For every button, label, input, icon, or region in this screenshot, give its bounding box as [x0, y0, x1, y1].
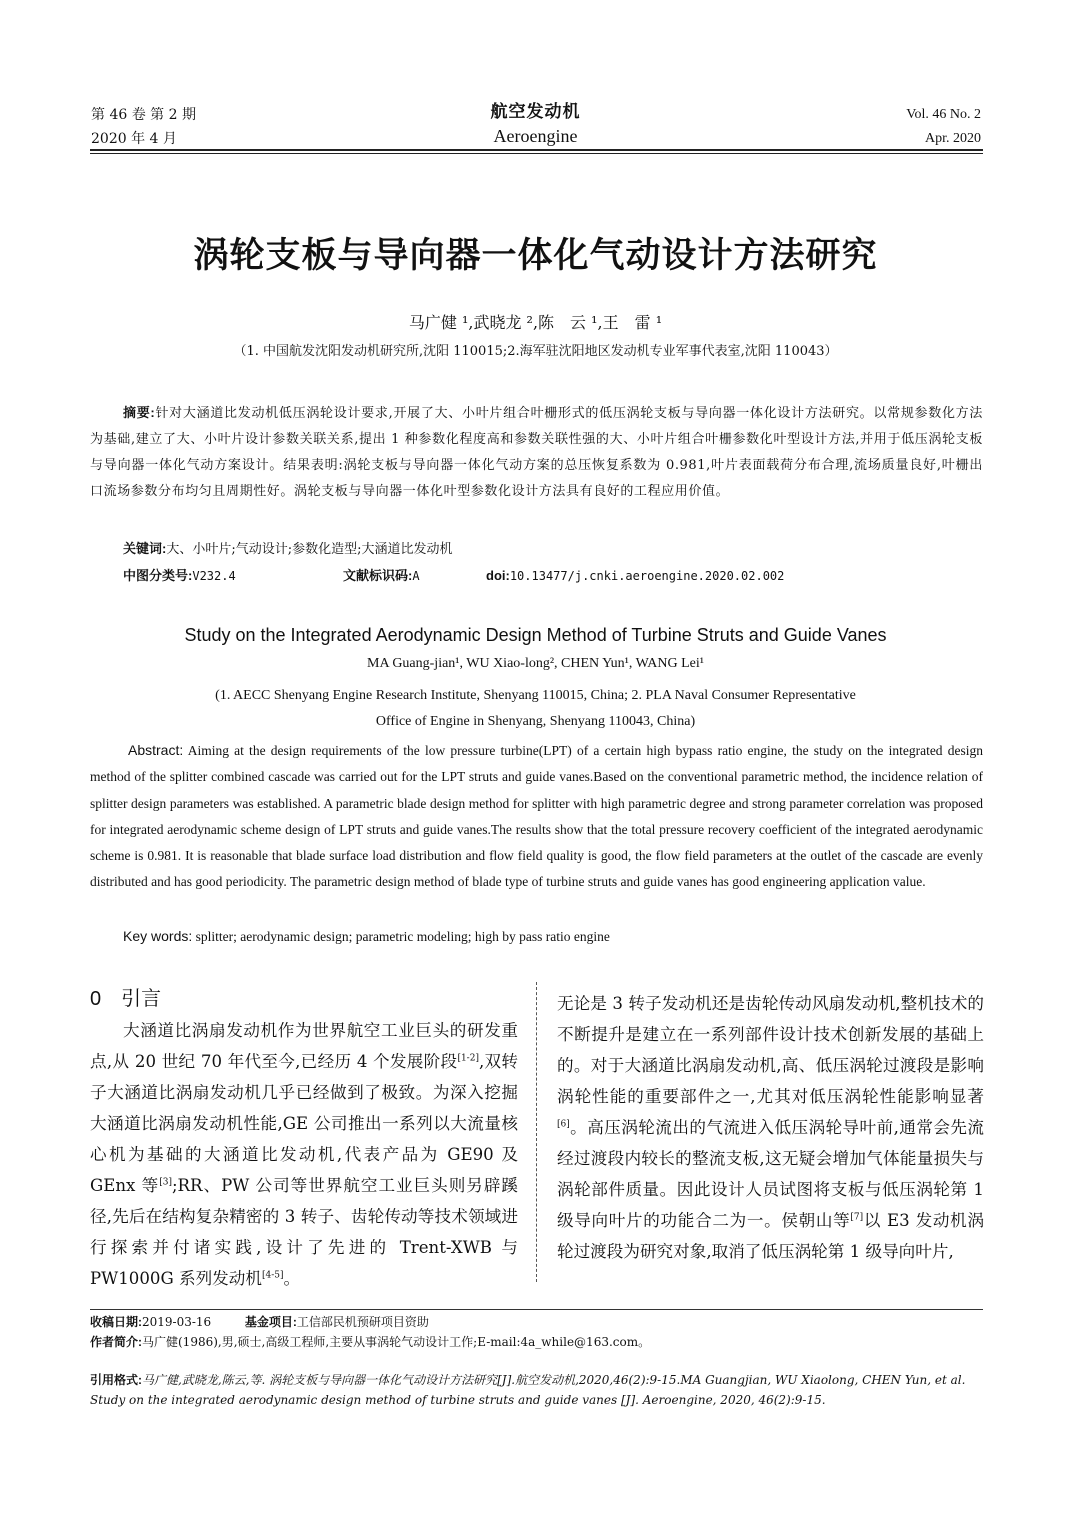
reference-marker: [1-2] [457, 1053, 479, 1064]
doc-value: A [412, 569, 420, 583]
header-rule-thin [90, 153, 983, 154]
abstract-en [90, 737, 983, 896]
abstract-en-text: Aiming at the design requirements of the low pressure turbine(LPT) of a certain high bypass ratio engine, the study on the integrated design method of the splitter combined cascade was carried out for the LPT struts and guide vanes.Based on the conventional parametric method, the incidence relation of splitter design parameters was established. A parametric blade design method for splitter with high parametric degree and strong parameter correlation was proposed for integrated aerodynamic scheme design of LPT struts and guide vanes.The results show that the total pressure recovery coefficient of the integrated aerodynamic scheme is 0.981. It is reasonable that blade surface load distribution and flow field quality is good, the flow field parameters at the outlet of the cascade are evenly distributed and has good periodicity. The parametric design method of blade type of turbine struts and guide vanes has good engineering application value. [90, 743, 983, 890]
reference-marker: [4-5] [261, 1270, 284, 1281]
fund-label: 基金项目: [244, 1315, 297, 1329]
reference-marker: [6] [557, 1119, 570, 1130]
affiliation-en-line2: Office of Engine in Shenyang, Shenyang 110043, China) [375, 714, 696, 729]
section-heading-introduction: 0 引言 [90, 988, 162, 1010]
reference-marker: [3] [159, 1177, 172, 1188]
received-label: 收稿日期: [90, 1315, 142, 1329]
abstract-en-label: Abstract: [128, 742, 184, 758]
doi-value: 10.13477/j.cnki.aeroengine.2020.02.002 [509, 569, 785, 583]
paper-title-en: Study on the Integrated Aerodynamic Design Method of Turbine Struts and Guide Vanes [184, 625, 887, 645]
clc-value: V232.4 [192, 569, 236, 583]
keywords-cn-text: 大、小叶片;气动设计;参数化造型;大涵道比发动机 [166, 542, 453, 557]
abstract-cn-label: 摘要: [123, 405, 156, 420]
journal-name-en: Aeroengine [493, 126, 578, 146]
clc-number [123, 564, 236, 589]
volume-cn: 第 46 卷 第 2 期 [91, 107, 196, 123]
author-label: 作者简介: [90, 1335, 142, 1349]
doi-label: doi: [486, 568, 510, 583]
header-volume-info-en [906, 103, 981, 151]
body-text: ;RR、PW 公司等世界航空工业巨头则另辟蹊径,先后在结构复杂精密的 3 转子、齿轮传动等技术领域进行探索并付诸实践,设计了先进的 Trent-XWB 与 PW1000G 系列发动机 [90, 1176, 518, 1288]
affiliation-en [0, 683, 1071, 735]
doc-label: 文献标识码: [343, 568, 413, 583]
authors-en: MA Guang-jian¹, WU Xiao-long², CHEN Yun¹, WANG Lei¹ [367, 656, 704, 671]
citation-format [90, 1370, 983, 1410]
body-text: 大涵道比涡扇发动机作为世界航空工业巨头的研发重点,从 20 世纪 70 年代至今,已经历 4 个发展阶段 [90, 1021, 518, 1071]
doi [486, 564, 784, 589]
abstract-cn-text: 针对大涵道比发动机低压涡轮设计要求,开展了大、小叶片组合叶栅形式的低压涡轮支板与导向器一体化设计方法研究。以常规参数化方法为基础,建立了大、小叶片设计参数关联关系,提出 1 种参数化程度高和参数关联性强的大、小叶片组合叶栅参数化叶型设计方法,并用于低压涡轮支板与导向器一体化气动方案设计。结果表明:涡轮支板与导向器一体化气动方案的总压恢复系数为 0.981,叶片表面载荷分布合理,流场质量良好,叶栅出口流场参数分布均匀且周期性好。涡轮支板与导向器一体化叶型参数化设计方法具有良好的工程应用价值。 [90, 406, 983, 499]
body-paragraph [90, 1015, 518, 1294]
author-value: 马广健(1986),男,硕士,高级工程师,主要从事涡轮气动设计工作;E-mail:4a_while@163.com。 [142, 1335, 651, 1349]
column-divider [536, 982, 537, 1282]
date-en: Apr. 2020 [925, 131, 981, 146]
reference-marker: [7] [850, 1212, 864, 1223]
clc-label: 中图分类号: [123, 568, 193, 583]
body-text: 以 E3 发动机涡轮过渡段为研究对象,取消了低压涡轮第 1 级导向叶片, [557, 1211, 984, 1261]
journal-name-cn: 航空发动机 [490, 102, 581, 122]
affiliation-en-line1: (1. AECC Shenyang Engine Research Institute, Shenyang 110015, China; 2. PLA Naval Consumer Representative [215, 688, 856, 703]
received-value: 2019-03-16 [142, 1315, 212, 1329]
volume-en: Vol. 46 No. 2 [906, 107, 981, 122]
citation-label: 引用格式: [90, 1373, 142, 1387]
body-column-right [557, 988, 984, 1267]
paper-title-cn: 涡轮支板与导向器一体化气动设计方法研究 [193, 235, 878, 276]
keywords-en [123, 924, 610, 949]
date-cn: 2020 年 4 月 [91, 131, 177, 147]
abstract-cn [90, 400, 983, 505]
keywords-cn [123, 537, 452, 562]
document-code [343, 564, 420, 589]
keywords-en-label: Key words: [123, 928, 193, 944]
keywords-en-text: splitter; aerodynamic design; parametric modeling; high by pass ratio engine [192, 929, 610, 944]
footnote-author [90, 1332, 650, 1352]
body-column-left [90, 1015, 518, 1294]
body-text: ,双转子大涵道比涡扇发动机几乎已经做到了极致。为深入挖掘大涵道比涡扇发动机性能,GE 公司推出一系列以大流量核心机为基础的大涵道比发动机,代表产品为 GE90 及 GEnx 等 [90, 1052, 518, 1195]
body-paragraph [557, 988, 984, 1267]
authors-cn: 马广健 ¹,武晓龙 ²,陈 云 ¹,王 雷 ¹ [408, 313, 663, 332]
footnote-received-fund [90, 1312, 429, 1332]
body-text: 。 [283, 1269, 301, 1288]
citation-text: 马广健,武晓龙,陈云,等. 涡轮支板与导向器一体化气动设计方法研究[J].航空发动机,2020,46(2):9-15.MA Guangjian, WU Xiaolong, CHEN Yun, et al. Study on the integrated aerodynamic design method of turbine struts and guide vanes [J]. Aeroengine, 2020, 46(2):9-15. [90, 1373, 966, 1407]
header-rule [90, 149, 983, 151]
fund-value: 工信部民机预研项目资助 [296, 1315, 429, 1329]
affiliation-cn: （1. 中国航发沈阳发动机研究所,沈阳 110015;2.海军驻沈阳地区发动机专业军事代表室,沈阳 110043） [233, 344, 838, 359]
keywords-cn-label: 关键词: [123, 541, 167, 556]
footnote-rule [90, 1309, 983, 1310]
body-text: 无论是 3 转子发动机还是齿轮传动风扇发动机,整机技术的不断提升是建立在一系列部件设计技术创新发展的基础上的。对于大涵道比涡扇发动机,高、低压涡轮过渡段是影响涡轮性能的重要部件之一,尤其对低压涡轮性能影响显著 [557, 994, 984, 1106]
body-text: 。高压涡轮流出的气流进入低压涡轮导叶前,通常会先流经过渡段内较长的整流支板,这无疑会增加气体能量损失与涡轮部件质量。因此设计人员试图将支板与低压涡轮第 1 级导向叶片的功能合二为一。侯朝山等 [557, 1118, 984, 1230]
